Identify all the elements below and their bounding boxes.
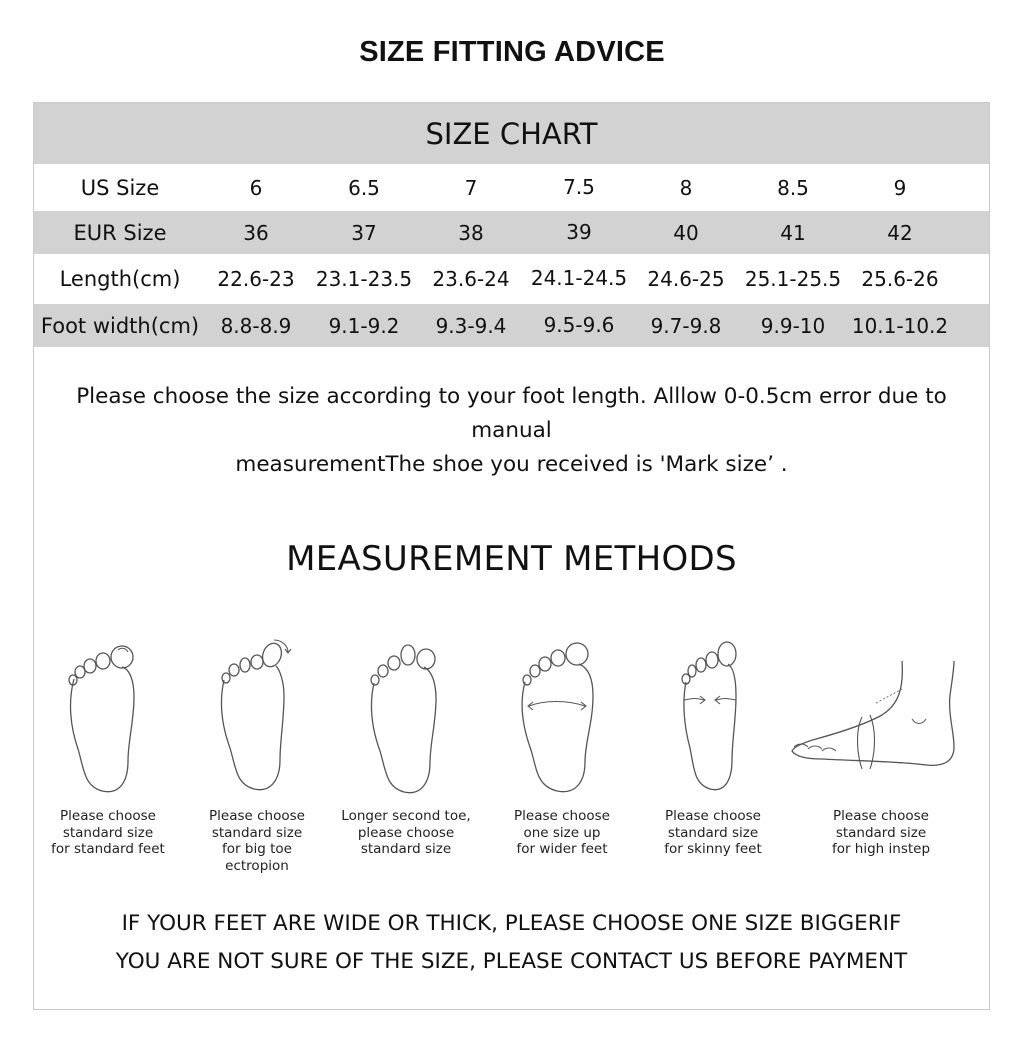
table-cell: 40	[673, 220, 699, 245]
table-cell: 9.7-9.8	[650, 313, 722, 338]
table-cell: 7.5	[563, 174, 595, 199]
page-title: SIZE FITTING ADVICE	[359, 36, 665, 68]
table-cell: 23.6-24	[432, 267, 510, 291]
table-cell: 10.1-10.2	[851, 313, 949, 338]
note-line: Please choose the size according to your foot length. Alllow 0-0.5cm error due to manual	[76, 384, 947, 443]
method-caption: Longer second toe, please choose standard size	[341, 808, 471, 857]
size-chart-heading: SIZE CHART	[34, 103, 989, 164]
table-cell: 9.5-9.6	[543, 312, 615, 337]
method-caption: Please choose standard size for skinny feet	[664, 808, 762, 857]
size-selection-note	[34, 380, 989, 482]
big-toe-ectropion-foot-icon	[214, 638, 304, 794]
note-line: measurementThe shoe you received is 'Mark size’ .	[235, 452, 788, 477]
method-caption: Please choose standard size for high instep	[831, 808, 931, 857]
table-cell: 9.9-10	[760, 313, 826, 338]
table-cell: 8.8-8.9	[220, 313, 292, 338]
table-cell: 6	[249, 176, 263, 200]
table-cell: 25.6-26	[861, 267, 939, 291]
table-cell: 38	[458, 220, 484, 245]
table-cell: 8.5	[777, 176, 809, 200]
wide-foot-icon	[517, 638, 607, 794]
table-cell: 9.1-9.2	[328, 313, 400, 338]
table-cell: 24.6-25	[647, 267, 725, 291]
table-cell: 42	[887, 220, 913, 245]
row-label: Length(cm)	[59, 267, 181, 291]
eur-size-row	[34, 211, 989, 254]
footer-line: YOU ARE NOT SURE OF THE SIZE, PLEASE CONTACT US BEFORE PAYMENT	[115, 949, 908, 974]
table-cell: 25.1-25.5	[744, 267, 842, 291]
row-label: US Size	[80, 176, 160, 200]
table-cell: 24.1-24.5	[530, 265, 628, 290]
table-cell: 9	[893, 176, 907, 200]
table-cell: 39	[566, 219, 592, 244]
table-cell: 22.6-23	[217, 267, 295, 291]
table-cell: 36	[243, 220, 269, 245]
table-cell: 37	[351, 220, 377, 245]
standard-foot-icon	[62, 641, 152, 797]
us-size-row	[34, 165, 989, 211]
table-cell: 7	[464, 176, 478, 200]
table-cell: 41	[780, 220, 806, 245]
table-cell: 8	[679, 176, 693, 200]
footer-line: IF YOUR FEET ARE WIDE OR THICK, PLEASE CHOOSE ONE SIZE BIGGERIF	[121, 911, 902, 936]
method-caption: Please choose standard size for big toe ectropion	[209, 808, 305, 874]
length-row	[34, 254, 989, 304]
table-cell: 9.3-9.4	[435, 313, 507, 338]
long-second-toe-foot-icon	[364, 641, 454, 797]
table-cell: 6.5	[348, 176, 380, 200]
table-cell: 23.1-23.5	[315, 267, 413, 291]
method-caption: Please choose standard size for standard feet	[51, 808, 165, 857]
row-label: EUR Size	[73, 220, 167, 245]
row-label: Foot width(cm)	[40, 313, 200, 338]
measurement-methods-heading: MEASUREMENT METHODS	[286, 539, 737, 579]
foot-width-row	[34, 304, 989, 347]
high-instep-foot-icon	[786, 659, 966, 779]
method-caption: Please choose one size up for wider feet	[514, 808, 610, 857]
size-guide-panel	[33, 102, 990, 1010]
skinny-foot-icon	[670, 638, 760, 794]
